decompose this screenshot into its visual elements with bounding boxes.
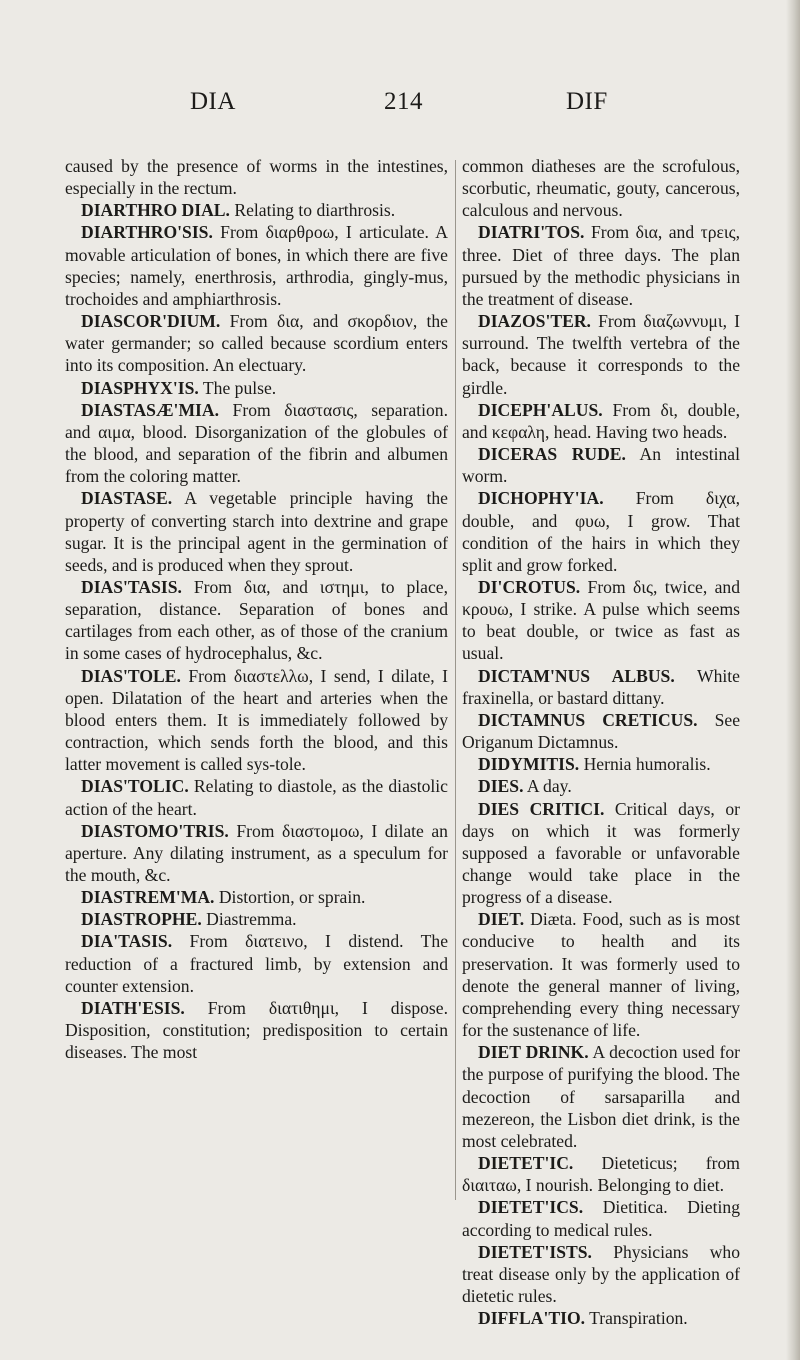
dictionary-entry: DIASTREM'MA. Distortion, or sprain. bbox=[81, 887, 366, 908]
dictionary-entry: DIAS'TOLE. From διαστελλω, I send, I dilate, I open. Dilatation of the heart and arteries when the blood enters them. It is immediately followed by contraction, which sends forth the blood, and this latter movement is called sys-tole. bbox=[65, 665, 448, 775]
header-right-guide-word: DIF bbox=[566, 88, 608, 115]
dictionary-entry: DICERAS RUDE. An intestinal worm. bbox=[462, 444, 741, 487]
dictionary-entry: DIA'TASIS. From διατεινο, I distend. The reduction of a fractured limb, by extension and counter extension. bbox=[65, 931, 448, 996]
dictionary-entry: DIASTOMO'TRIS. From διαστομοω, I dilate an aperture. Any dilating instrument, as a speculum for the mouth, &c. bbox=[65, 820, 448, 885]
dictionary-entry: common diatheses are the scrofulous, scorbutic, rheumatic, gouty, cancerous, calculous and nervous. bbox=[462, 156, 740, 221]
dictionary-entry: DIDYMITIS. Hernia humoralis. bbox=[478, 754, 711, 775]
dictionary-entry: DIASTROPHE. Diastremma. bbox=[81, 909, 297, 930]
dictionary-entry: DIASPHYX'IS. The pulse. bbox=[81, 377, 277, 398]
dictionary-entry: DIAZOS'TER. From διαζωννυμι, I surround. The twelfth vertebra of the back, because it corresponds to the girdle. bbox=[462, 311, 740, 398]
dictionary-entry: DIET DRINK. A decoction used for the purpose of purifying the blood. The decoction of sarsaparilla and mezereon, the Lisbon diet drink, is the most celebrated. bbox=[462, 1042, 740, 1151]
header-left-guide-word: DIA bbox=[190, 88, 236, 115]
page-number: 214 bbox=[384, 88, 423, 115]
dictionary-entry: DIASTASE. A vegetable principle having the property of converting starch into dextrine and grape sugar. It is the principal agent in the germination of seeds, and is produced when they sprout. bbox=[65, 488, 448, 575]
dictionary-entry: DIATRI'TOS. From δια, and τρεις, three. Diet of three days. The plan pursued by the methodic physicians in the treatment of disease. bbox=[462, 222, 740, 309]
running-header bbox=[0, 88, 800, 128]
dictionary-entry: DIASTASÆ'MIA. From διαστασις, separation. and αιμα, blood. Disorganization of the globules of the blood, and separation of the fibrin and albumen from the coloring matter. bbox=[65, 399, 449, 487]
dictionary-entry: DIETET'IC. Dieteticus; from διαιταω, I nourish. Belonging to diet. bbox=[462, 1153, 740, 1196]
dictionary-entry: DIET. Diæta. Food, such as is most conducive to health and its preservation. It was formerly used to denote the general manner of living, comprehending every thing necessary for the sustenance of life. bbox=[462, 909, 740, 1041]
dictionary-entry: DICEPH'ALUS. From δι, double, and κεφαλη, head. Having two heads. bbox=[462, 399, 740, 442]
dictionary-entry: caused by the presence of worms in the intestines, especially in the rectum. bbox=[65, 156, 448, 199]
dictionary-entry: DIASCOR'DIUM. From δια, and σκορδιον, the water germander; so called because scordium enters into its composition. An electuary. bbox=[65, 311, 448, 376]
dictionary-entry: DIAS'TOLIC. Relating to diastole, as the diastolic action of the heart. bbox=[65, 776, 448, 819]
dictionary-entry: DIETET'ISTS. Physicians who treat disease only by the application of dietetic rules. bbox=[462, 1241, 740, 1306]
dictionary-entry: DIATH'ESIS. From διατιθημι, I dispose. Disposition, constitution; predisposition to certain diseases. The most bbox=[65, 997, 448, 1063]
dictionary-entry: DIES. A day. bbox=[478, 776, 572, 797]
dictionary-entry: DI'CROTUS. From δις, twice, and κρουω, I strike. A pulse which seems to beat double, or twice as fast as usual. bbox=[462, 576, 740, 664]
dictionary-entry: DIETET'ICS. Dietitica. Dieting according to medical rules. bbox=[462, 1197, 740, 1240]
page-edge-shadow bbox=[786, 0, 800, 1360]
left-column bbox=[65, 155, 448, 1063]
dictionary-entry: DICTAM'NUS ALBUS. White fraxinella, or bastard dittany. bbox=[462, 665, 740, 708]
dictionary-entry: DIES CRITICI. Critical days, or days on which it was formerly supposed a favorable or unfavorable change would take place in the progress of a disease. bbox=[462, 798, 740, 908]
dictionary-entry: DICHOPHY'IA. From διχα, double, and φυω, I grow. That condition of the hairs in which they split and grow forked. bbox=[462, 488, 740, 575]
dictionary-entry: DIFFLA'TIO. Transpiration. bbox=[478, 1308, 688, 1329]
dictionary-entry: DIARTHRO DIAL. Relating to diarthrosis. bbox=[81, 200, 396, 221]
dictionary-entry: DICTAMNUS CRETICUS. See Origanum Dictamnus. bbox=[462, 709, 740, 753]
column-divider bbox=[455, 160, 456, 1200]
right-column bbox=[462, 155, 740, 1329]
dictionary-entry: DIARTHRO'SIS. From διαρθροω, I articulate. A movable articulation of bones, in which there are five species; namely, enerthrosis, arthrodia, gingly-mus, trochoides and amphiarthrosis. bbox=[65, 222, 448, 309]
dictionary-entry: DIAS'TASIS. From δια, and ιστημι, to place, separation, distance. Separation of bones and cartilages from each other, as of those of the cranium in some cases of hydrocephalus, &c. bbox=[65, 576, 448, 664]
